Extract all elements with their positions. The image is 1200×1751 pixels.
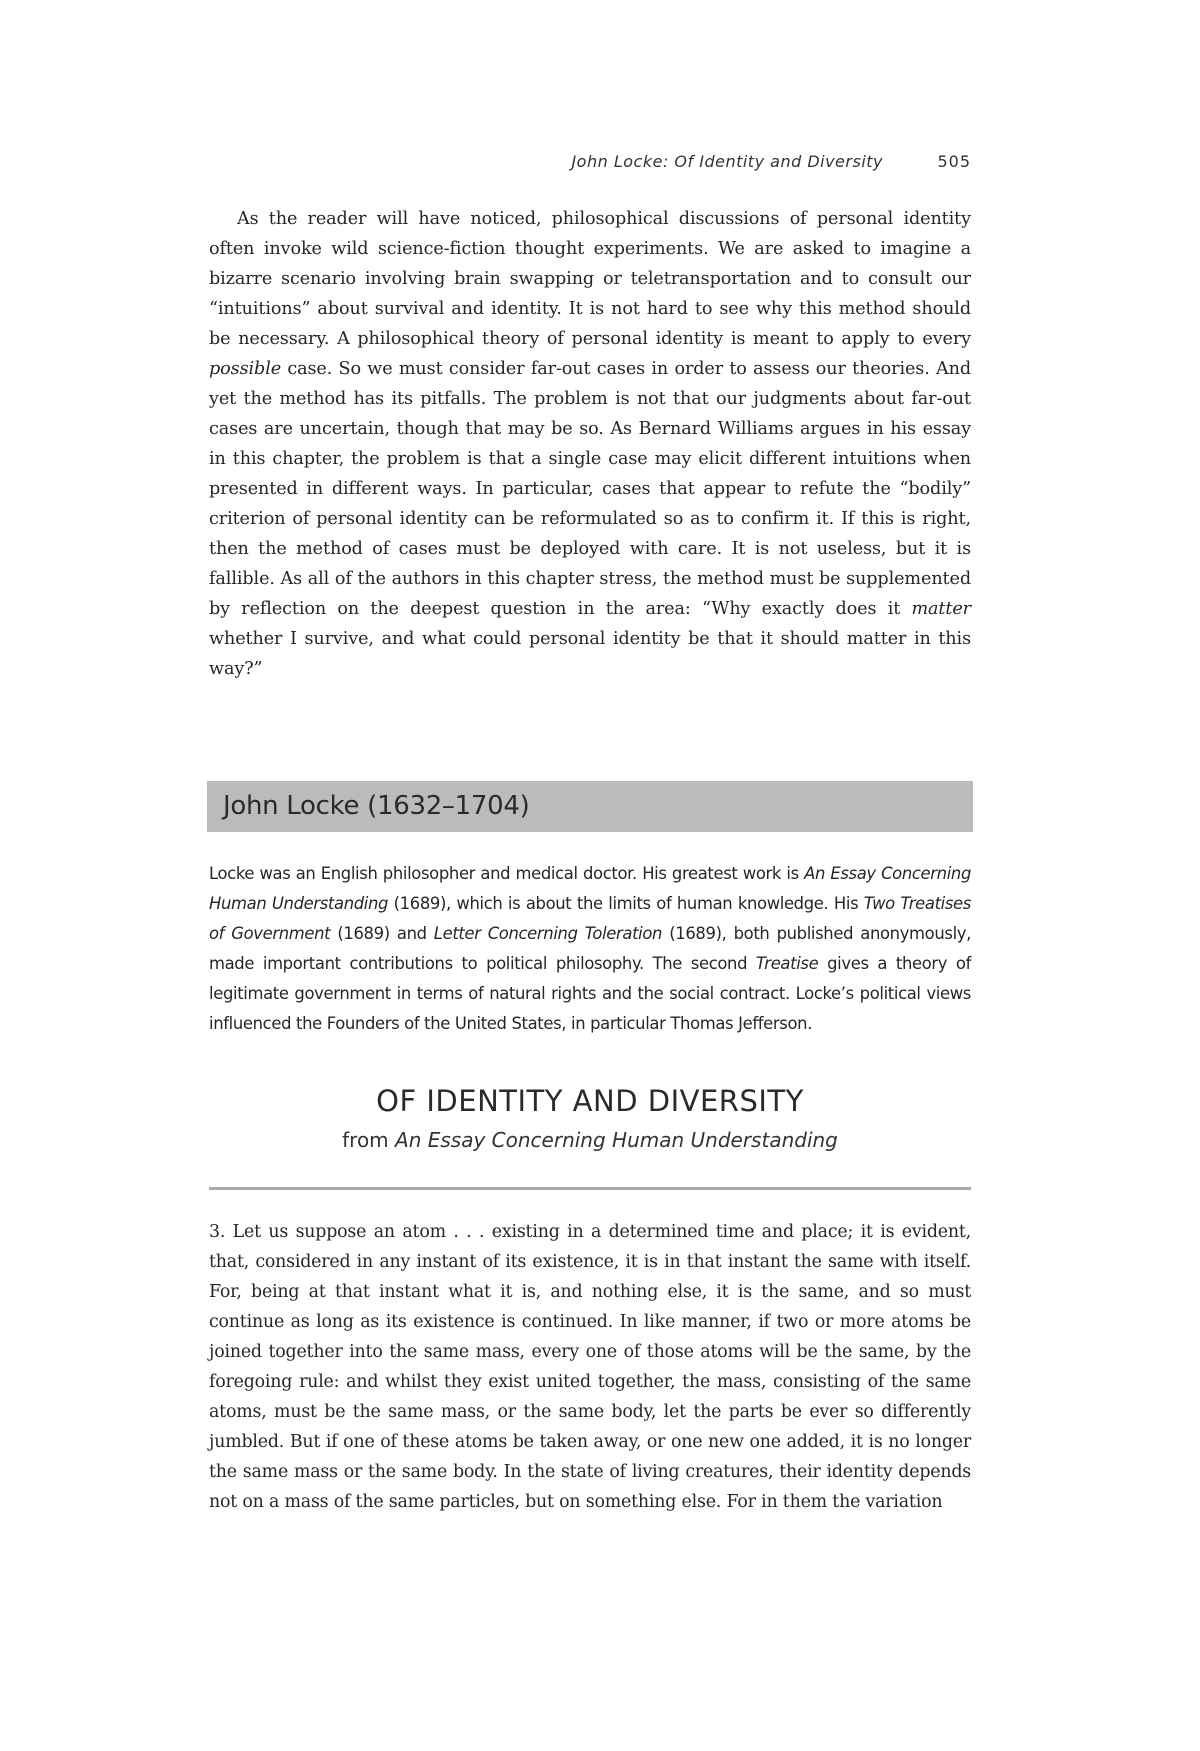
- bio-work-essay: An Essay Concerning Human Understanding: [209, 864, 971, 913]
- running-head-title: John Locke: Of Identity and Diversity: [571, 152, 883, 171]
- bio-text-2: (1689), which is about the limits of human knowledge. His: [388, 894, 864, 913]
- intro-text-3: whether I survive, and what could personal identity be that it should matter in this way?”: [209, 629, 971, 679]
- author-heading: John Locke (1632–1704): [223, 791, 530, 821]
- bio-work-letter: Letter Concerning Toleration: [433, 924, 663, 943]
- section-source-from: from: [342, 1128, 396, 1152]
- running-head: [209, 150, 971, 176]
- author-heading-box: [207, 781, 973, 832]
- intro-emphasis-possible: possible: [209, 359, 282, 379]
- intro-emphasis-matter: matter: [911, 599, 971, 619]
- excerpt-text: 3. Let us suppose an atom . . . existing in a determined time and place; it is evident, that, considered in any instant of its existence, it is in that instant the same with itself. For, being at that instant what it is, and nothing else, it is the same, and so must continue as long as its existence is continued. In like manner, if two or more atoms be joined together into the same mass, every one of those atoms will be the same, by the foregoing rule: and whilst they exist united together, the mass, consisting of the same atoms, must be the same mass, or the same body, let the parts be ever so differently jumbled. But if one of these atoms be taken away, or one new one added, it is no longer the same mass or the same body. In the state of living creatures, their identity depends not on a mass of the same particles, but on something else. For in them the variation: [209, 1222, 971, 1512]
- section-divider: [209, 1187, 971, 1190]
- intro-text-2: case. So we must consider far-out cases in order to assess our theories. And yet the method has its pitfalls. The problem is not that our judgments about far-out cases are uncertain, though that may be so. As Bernard Williams argues in his essay in this chapter, the problem is that a single case may elicit different intuitions when presented in different ways. In particular, cases that appear to refute the “bodily” criterion of personal identity can be reformulated so as to confirm it. If this is right, then the method of cases must be deployed with care. It is not useless, but it is fallible. As all of the authors in this chapter stress, the method must be supplemented by reflection on the deepest question in the area: “Why exactly does it: [209, 359, 971, 619]
- intro-paragraph: [209, 204, 971, 684]
- bio-text-1: Locke was an English philosopher and medical doctor. His greatest work is: [209, 864, 805, 883]
- section-source-title: An Essay Concerning Human Understanding: [395, 1128, 838, 1152]
- bio-text-5: gives a theory of legitimate government in terms of natural rights and the social contract. Locke’s political views influenced the Founders of the United States, in particular Thomas Jefferson.: [209, 954, 971, 1033]
- section-source: [209, 1128, 971, 1152]
- author-bio: [209, 859, 971, 1039]
- bio-text-4: (1689), both published anonymously, made important contributions to political philosophy. The second: [209, 924, 971, 973]
- intro-text-1: As the reader will have noticed, philosophical discussions of personal identity often invoke wild science-fiction thought experiments. We are asked to imagine a bizarre scenario involving brain swapping or teletransportation and to consult our “intuitions” about survival and identity. It is not hard to see why this method should be necessary. A philosophical theory of personal identity is meant to apply to every: [209, 209, 971, 349]
- excerpt-paragraph: [209, 1217, 971, 1512]
- bio-text-3: (1689) and: [330, 924, 434, 943]
- bio-work-treatise: Treatise: [755, 954, 819, 973]
- section-title: OF IDENTITY AND DIVERSITY: [376, 1084, 804, 1118]
- page-number: 505: [937, 152, 971, 171]
- bio-work-treatises: Two Treatises of Government: [209, 894, 971, 943]
